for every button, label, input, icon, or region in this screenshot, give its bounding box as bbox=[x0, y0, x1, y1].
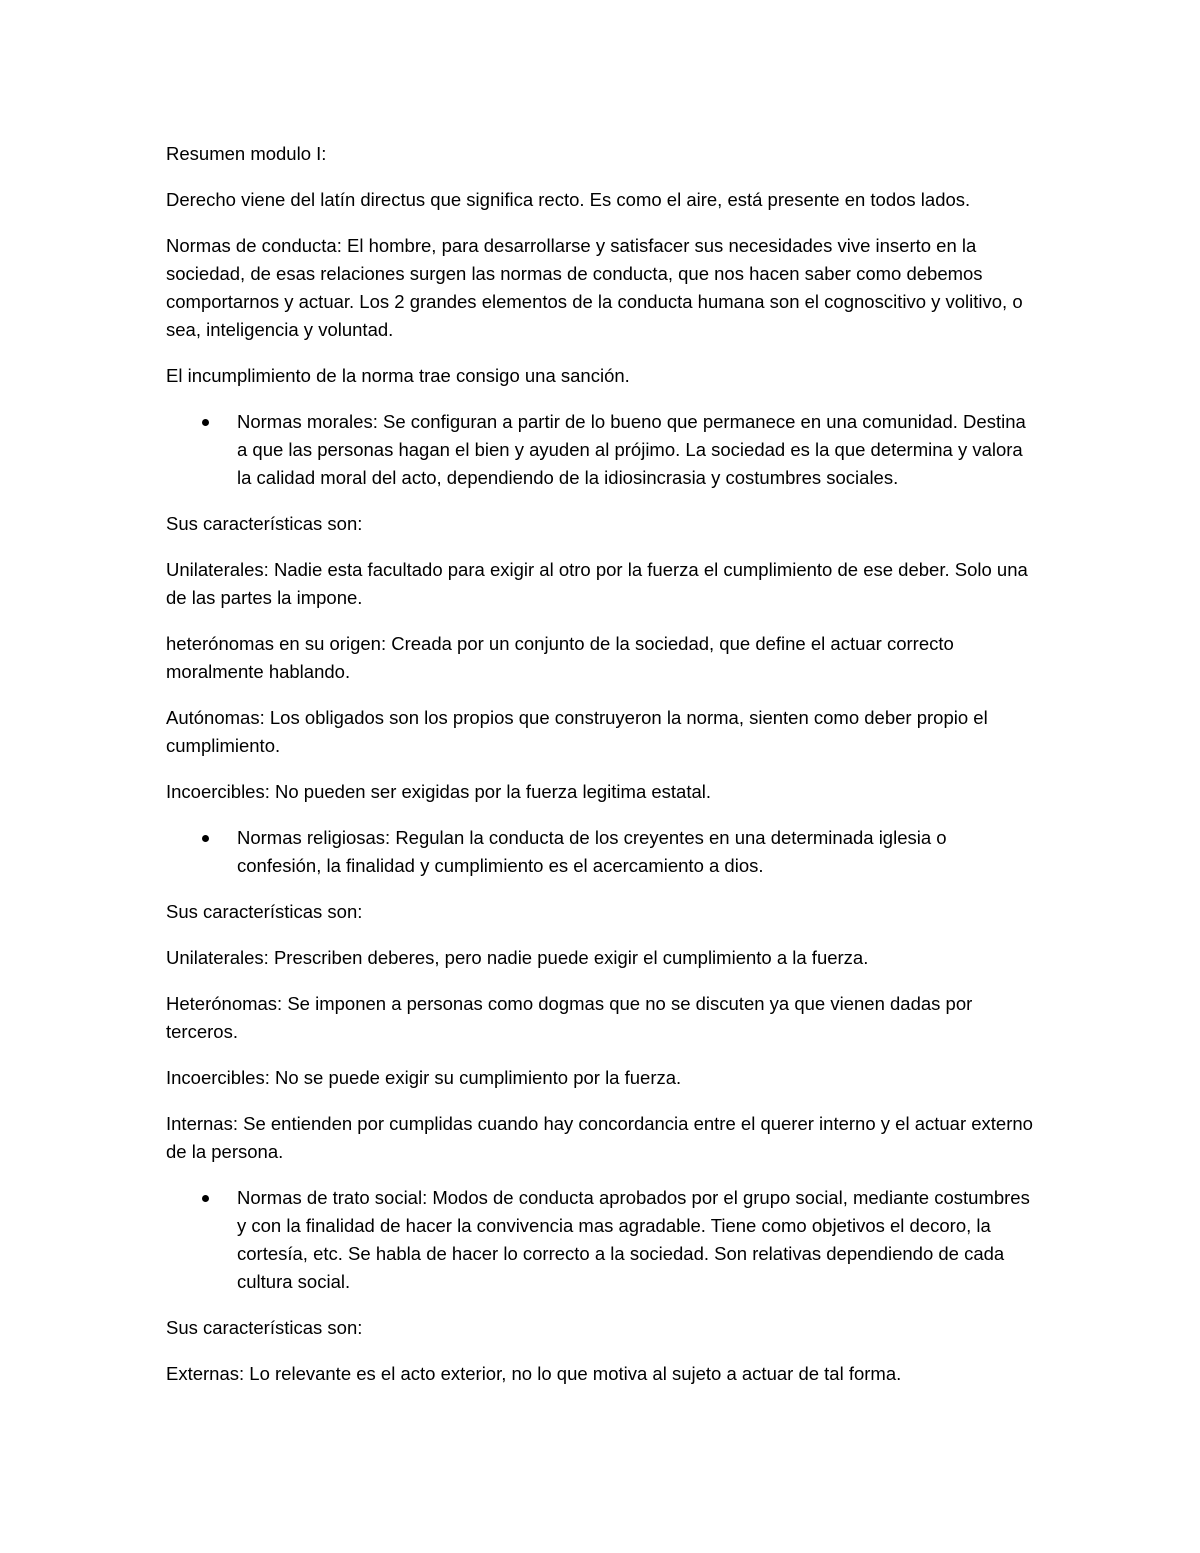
bullet-icon bbox=[202, 835, 209, 842]
paragraph-moral-unilaterales: Unilaterales: Nadie esta facultado para exigir al otro por la fuerza el cumplimiento de ese deber. Solo una de las partes la impone. bbox=[166, 559, 1028, 608]
bullet-icon bbox=[202, 1195, 209, 1202]
paragraph-moral-heteronomas: heterónomas en su origen: Creada por un conjunto de la sociedad, que define el actuar correcto moralmente hablando. bbox=[166, 633, 954, 682]
paragraph-rel-incoercibles: Incoercibles: No se puede exigir su cumplimiento por la fuerza. bbox=[166, 1067, 682, 1088]
paragraph-rel-heteronomas: Heterónomas: Se imponen a personas como dogmas que no se discuten ya que vienen dadas por terceros. bbox=[166, 993, 973, 1042]
list-item-normas-religiosas bbox=[166, 824, 1036, 880]
characteristics-heading: Sus características son: bbox=[166, 1317, 363, 1338]
bullet-list-morales bbox=[166, 408, 1036, 492]
document-body bbox=[166, 140, 1036, 1406]
paragraph-moral-incoercibles: Incoercibles: No pueden ser exigidas por la fuerza legitima estatal. bbox=[166, 781, 712, 802]
list-item-text: Normas de trato social: Modos de conducta aprobados por el grupo social, mediante costumbres y con la finalidad de hacer la convivencia mas agradable. Tiene como objetivos el decoro, la cortesía, etc. Se habla de hacer lo correcto a la sociedad. Son relativas dependiendo de cada cultura social. bbox=[237, 1187, 1030, 1292]
bullet-list-trato-social bbox=[166, 1184, 1036, 1296]
bullet-list-religiosas bbox=[166, 824, 1036, 880]
characteristics-heading: Sus características son: bbox=[166, 513, 363, 534]
document-title: Resumen modulo I: bbox=[166, 143, 327, 164]
list-item-normas-morales bbox=[166, 408, 1036, 492]
paragraph-rel-unilaterales: Unilaterales: Prescriben deberes, pero nadie puede exigir el cumplimiento a la fuerza. bbox=[166, 947, 869, 968]
paragraph-incumplimiento: El incumplimiento de la norma trae consigo una sanción. bbox=[166, 365, 630, 386]
characteristics-heading: Sus características son: bbox=[166, 901, 363, 922]
paragraph-moral-autonomas: Autónomas: Los obligados son los propios que construyeron la norma, sienten como deber propio el cumplimiento. bbox=[166, 707, 988, 756]
paragraph-soc-externas: Externas: Lo relevante es el acto exterior, no lo que motiva al sujeto a actuar de tal forma. bbox=[166, 1363, 902, 1384]
paragraph-normas-conducta: Normas de conducta: El hombre, para desarrollarse y satisfacer sus necesidades vive inserto en la sociedad, de esas relaciones surgen las normas de conducta, que nos hacen saber como debemos comportarnos y actuar. Los 2 grandes elementos de la conducta humana son el cognoscitivo y volitivo, o sea, inteligencia y voluntad. bbox=[166, 235, 1023, 340]
list-item-normas-trato-social bbox=[166, 1184, 1036, 1296]
list-item-text: Normas morales: Se configuran a partir de lo bueno que permanece en una comunidad. Destina a que las personas hagan el bien y ayuden al prójimo. La sociedad es la que determina y valora la calidad moral del acto, dependiendo de la idiosincrasia y costumbres sociales. bbox=[237, 411, 1026, 488]
bullet-icon bbox=[202, 419, 209, 426]
list-item-text: Normas religiosas: Regulan la conducta de los creyentes en una determinada iglesia o confesión, la finalidad y cumplimiento es el acercamiento a dios. bbox=[237, 827, 947, 876]
paragraph-derecho: Derecho viene del latín directus que significa recto. Es como el aire, está presente en todos lados. bbox=[166, 189, 971, 210]
paragraph-rel-internas: Internas: Se entienden por cumplidas cuando hay concordancia entre el querer interno y el actuar externo de la persona. bbox=[166, 1113, 1033, 1162]
